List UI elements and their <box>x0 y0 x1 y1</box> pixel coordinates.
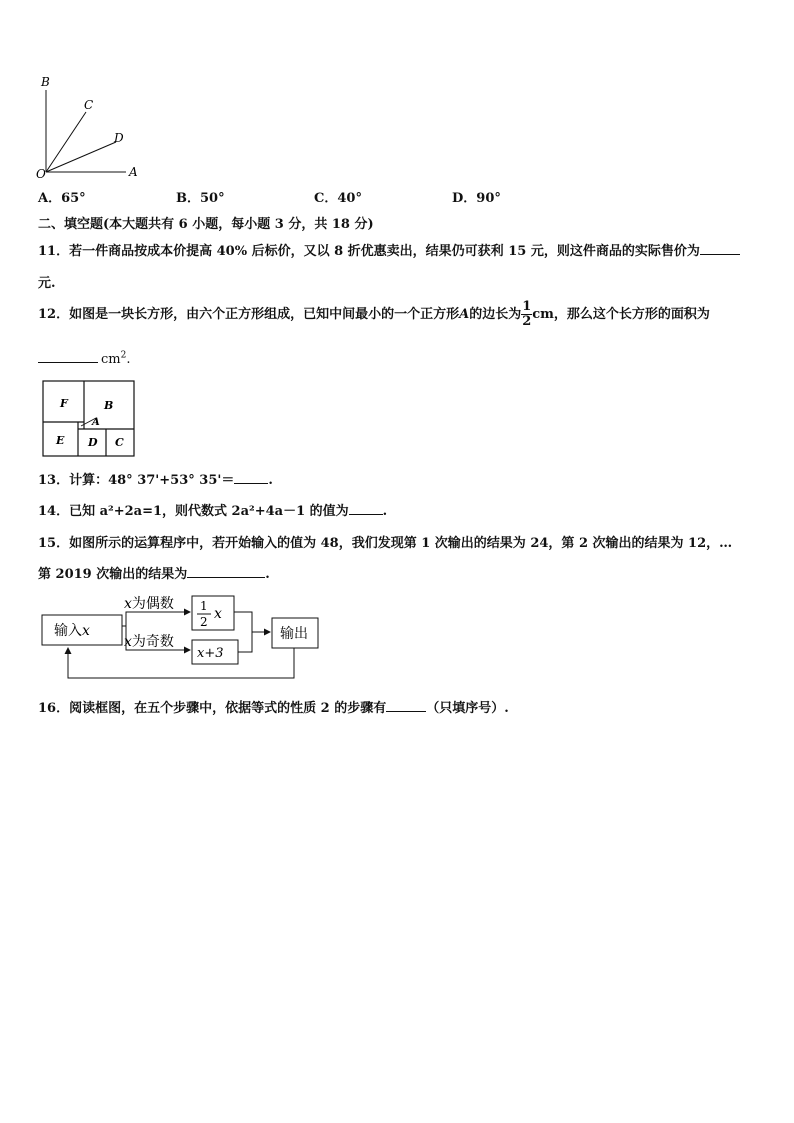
q12-unit: cm <box>101 352 121 367</box>
option-d: D．90° <box>452 191 501 206</box>
label-b2: B <box>104 399 114 412</box>
question-12 <box>38 297 710 333</box>
question-13 <box>38 469 273 488</box>
q12-unit-sup: 2 <box>120 350 127 361</box>
q14-text: 14．已知 a²+2a=1，则代数式 2a²+4a－1 的值为 <box>38 504 349 519</box>
section-heading: 二、填空题(本大题共有 6 小题，每小题 3 分，共 18 分) <box>38 217 374 232</box>
q13-tail: . <box>268 473 273 488</box>
q15-line2-text: 第 2019 次输出的结果为 <box>38 567 188 582</box>
branch-even-line <box>122 612 190 626</box>
q11-text: 11．若一件商品按成本价提高 40% 后标价，又以 8 折优惠卖出，结果仍可获利 15 元，则这件商品的实际售价为 <box>38 244 700 259</box>
q11-answer-blank <box>700 242 740 255</box>
odd-condition: x为奇数 <box>124 634 174 650</box>
input-label: 输入x <box>54 623 90 639</box>
half-den: 2 <box>200 615 208 629</box>
flowchart <box>40 590 330 685</box>
label-d2: D <box>88 436 98 449</box>
label-c2: C <box>115 436 124 449</box>
question-11 <box>38 240 740 259</box>
q11-tail: 元. <box>38 276 56 291</box>
merge-from-half <box>234 612 270 632</box>
q12-frac-num: 1 <box>522 299 532 314</box>
q14-answer-blank <box>349 502 383 515</box>
q12-text-after: cm，那么这个长方形的面积为 <box>532 307 710 322</box>
q16-tail: （只填序号）. <box>426 701 509 716</box>
q16-answer-blank <box>386 699 426 712</box>
q12-fraction <box>521 300 532 329</box>
q13-answer-blank <box>234 471 268 484</box>
q12-unit-tail: . <box>126 352 131 367</box>
merge-from-plus3 <box>238 632 252 652</box>
output-label: 输出 <box>280 626 308 642</box>
q12-answer-line <box>38 350 130 367</box>
q12-text-before: 12．如图是一块长方形，由六个正方形组成，已知中间最小的一个正方形 <box>38 307 460 322</box>
label-e: E <box>56 434 65 447</box>
q16-text: 16．阅读框图，在五个步骤中，依据等式的性质 2 的步骤有 <box>38 701 387 716</box>
label-a: A <box>129 165 138 179</box>
half-x-box <box>192 596 234 630</box>
option-c: C．40° <box>314 191 362 206</box>
q12-frac-den: 2 <box>522 314 532 329</box>
label-f: F <box>60 397 68 410</box>
q12-var-a: A <box>459 307 470 322</box>
label-o: O <box>36 167 46 181</box>
q14-tail: . <box>382 504 388 519</box>
half-var: x <box>214 606 222 622</box>
question-14 <box>38 500 387 519</box>
label-a2: A <box>92 417 100 428</box>
option-b: B．50° <box>176 191 225 206</box>
label-c: C <box>84 98 94 112</box>
half-num: 1 <box>200 599 208 613</box>
question-15-line1: 15．如图所示的运算程序中，若开始输入的值为 48，我们发现第 1 次输出的结果为 24，第 2 次输出的结果为 12，… <box>38 536 733 551</box>
angle-figure <box>30 72 150 182</box>
even-condition: x为偶数 <box>124 596 174 612</box>
label-d: D <box>114 131 124 145</box>
option-a: A．65° <box>38 191 86 206</box>
q12-text-mid: 的边长为 <box>469 307 522 322</box>
question-15-line2 <box>38 563 270 582</box>
q15-tail: . <box>265 567 270 582</box>
q12-answer-blank <box>38 350 98 363</box>
rectangle-figure <box>42 380 136 458</box>
plus-three-label: x+3 <box>197 646 224 661</box>
q15-answer-blank <box>187 565 265 578</box>
label-b: B <box>41 75 50 89</box>
feedback-loop <box>68 648 294 678</box>
question-16 <box>38 697 509 716</box>
q13-text: 13．计算：48° 37'+53° 35'＝ <box>38 473 235 488</box>
